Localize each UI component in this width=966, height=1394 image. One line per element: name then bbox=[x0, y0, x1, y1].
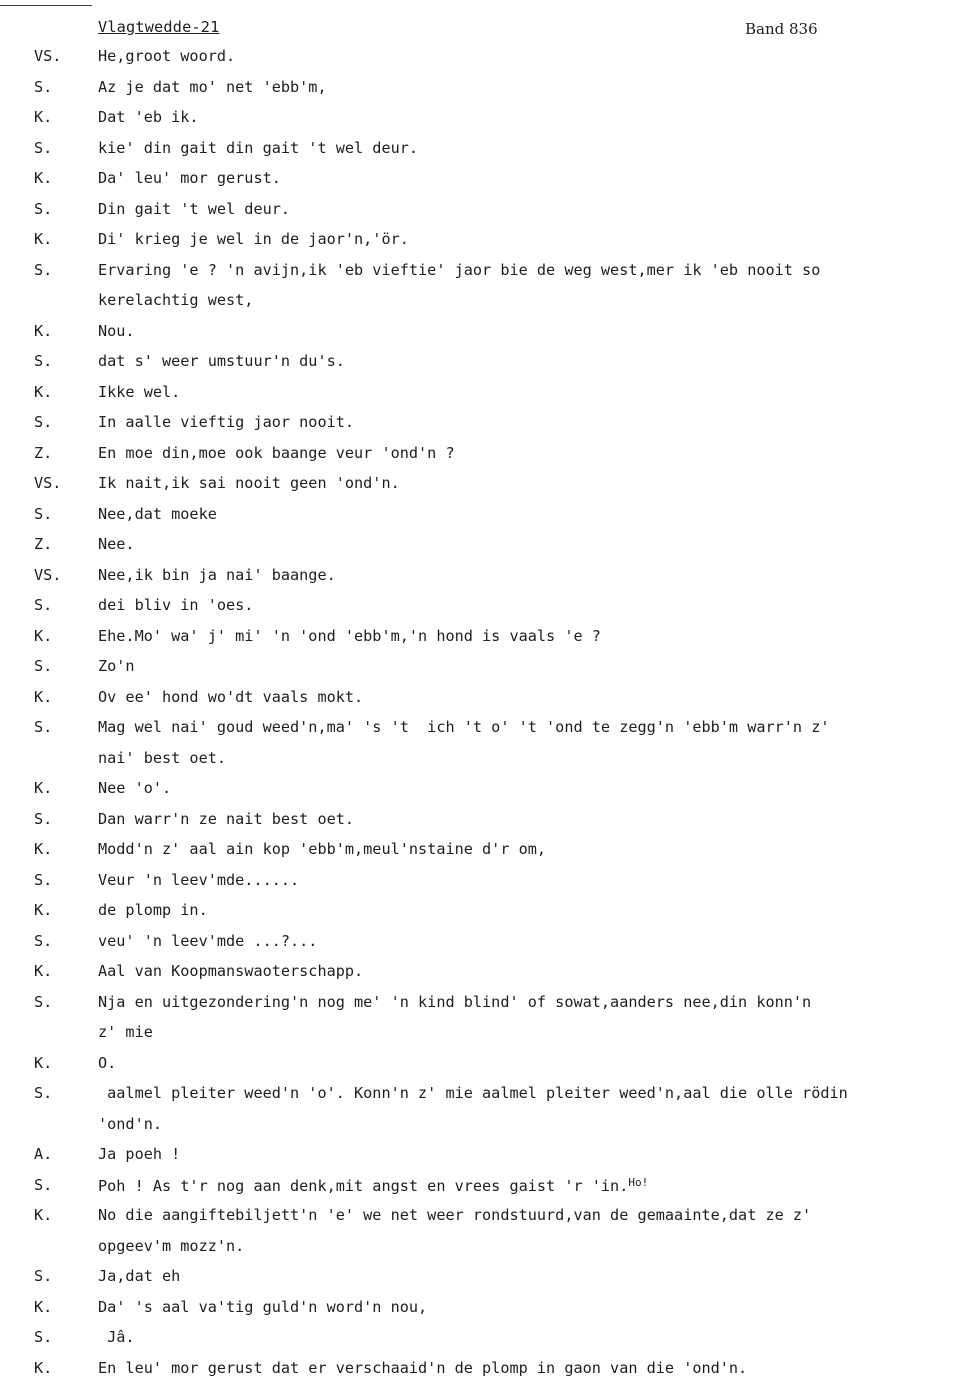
utterance-text: kerelachtig west, bbox=[98, 291, 254, 309]
document-title: Vlagtwedde-21 bbox=[98, 18, 220, 36]
speaker-label: K. bbox=[34, 901, 53, 919]
transcript-line bbox=[0, 444, 966, 475]
utterance-text: Nee. bbox=[98, 535, 135, 553]
utterance-text: Ehe.Mo' wa' j' mi' 'n 'ond 'ebb'm,'n hond is vaals 'e ? bbox=[98, 626, 601, 645]
speaker-label: VS. bbox=[34, 565, 62, 584]
transcript-line bbox=[0, 261, 966, 292]
utterance-text: veu' 'n leev'mde ...?... bbox=[98, 931, 318, 950]
transcript-line bbox=[0, 291, 966, 322]
utterance-text: Nee,ik bin ja nai' baange. bbox=[98, 565, 336, 584]
transcript-line bbox=[0, 413, 966, 444]
speaker-label: S. bbox=[34, 504, 53, 523]
transcript-line bbox=[0, 1084, 966, 1115]
utterance-text: Ik nait,ik sai nooit geen 'ond'n. bbox=[98, 474, 400, 492]
superscript-text: Ho! bbox=[628, 1175, 649, 1189]
transcript-line bbox=[0, 78, 966, 109]
utterance-text: aalmel pleiter weed'n 'o'. Konn'n z' mie aalmel pleiter weed'n,aal die olle rödin bbox=[98, 1084, 848, 1102]
utterance-text: Din gait 't wel deur. bbox=[98, 199, 291, 218]
top-rule bbox=[0, 5, 92, 6]
transcript-line bbox=[0, 352, 966, 383]
utterance-text: He,groot woord. bbox=[98, 47, 236, 65]
transcript-line bbox=[0, 1176, 966, 1207]
band-number: Band 836 bbox=[745, 20, 818, 38]
speaker-label: K. bbox=[34, 626, 53, 645]
speaker-label: S. bbox=[34, 657, 53, 675]
transcript-line bbox=[0, 779, 966, 810]
utterance-text: Dat 'eb ik. bbox=[98, 108, 199, 126]
transcript-line bbox=[0, 871, 966, 902]
transcript-line bbox=[0, 1359, 966, 1390]
transcript-line bbox=[0, 596, 966, 627]
speaker-label: K. bbox=[34, 382, 53, 401]
utterance-text: nai' best oet. bbox=[98, 748, 227, 767]
speaker-label: K. bbox=[34, 1053, 53, 1072]
speaker-label: S. bbox=[34, 1175, 53, 1194]
speaker-label: VS. bbox=[34, 474, 62, 492]
transcript-line bbox=[0, 505, 966, 536]
utterance-text: No die aangiftebiljett'n 'e' we net weer rondstuurd,van de gemaainte,dat ze z' bbox=[98, 1206, 812, 1224]
speaker-label: S. bbox=[34, 413, 53, 431]
speaker-label: K. bbox=[34, 962, 53, 980]
speaker-label: VS. bbox=[34, 47, 62, 65]
utterance-text: z' mie bbox=[98, 1023, 153, 1041]
speaker-label: Z. bbox=[34, 535, 53, 553]
transcript-line bbox=[0, 535, 966, 566]
speaker-label: S. bbox=[34, 718, 53, 736]
transcript-line bbox=[0, 901, 966, 932]
transcript-line bbox=[0, 1267, 966, 1298]
transcript-line bbox=[0, 718, 966, 749]
speaker-label: A. bbox=[34, 1145, 53, 1163]
speaker-label: Z. bbox=[34, 443, 53, 462]
transcript-line bbox=[0, 810, 966, 841]
transcript-line bbox=[0, 1298, 966, 1329]
utterance-text: Nee 'o'. bbox=[98, 779, 172, 797]
transcript-line bbox=[0, 1115, 966, 1146]
speaker-label: S. bbox=[34, 992, 53, 1011]
utterance-text: Nou. bbox=[98, 321, 135, 340]
utterance-text: Nee,dat moeke bbox=[98, 504, 217, 523]
speaker-label: S. bbox=[34, 596, 53, 614]
transcript-line bbox=[0, 1054, 966, 1085]
speaker-label: K. bbox=[34, 230, 53, 248]
speaker-label: S. bbox=[34, 809, 53, 828]
transcript-line bbox=[0, 139, 966, 170]
transcript-line bbox=[0, 993, 966, 1024]
utterance-text: de plomp in. bbox=[98, 901, 208, 919]
speaker-label: K. bbox=[34, 687, 53, 706]
utterance-text: dat s' weer umstuur'n du's. bbox=[98, 352, 345, 370]
utterance-text: O. bbox=[98, 1053, 117, 1072]
utterance-text: Mag wel nai' goud weed'n,ma' 's 't ich 't o' 't 'ond te zegg'n 'ebb'm warr'n z' bbox=[98, 718, 830, 736]
utterance-text: Da' leu' mor gerust. bbox=[98, 169, 281, 187]
transcript-line bbox=[0, 1145, 966, 1176]
speaker-label: S. bbox=[34, 1267, 53, 1285]
utterance-text: Zo'n bbox=[98, 657, 135, 675]
utterance-text: En leu' mor gerust dat er verschaaid'n de plomp in gaon van die 'ond'n. bbox=[98, 1358, 748, 1377]
speaker-label: K. bbox=[34, 169, 53, 187]
transcript-line bbox=[0, 1206, 966, 1237]
utterance-text: Da' 's aal va'tig guld'n word'n nou, bbox=[98, 1297, 428, 1316]
speaker-label: S. bbox=[34, 870, 53, 889]
transcript-line bbox=[0, 474, 966, 505]
utterance-text: Ja poeh ! bbox=[98, 1145, 181, 1163]
transcript-line bbox=[0, 169, 966, 200]
transcript-line bbox=[0, 1023, 966, 1054]
transcript-line bbox=[0, 47, 966, 78]
speaker-label: S. bbox=[34, 931, 53, 950]
speaker-label: S. bbox=[34, 352, 53, 370]
utterance-text: Modd'n z' aal ain kop 'ebb'm,meul'nstaine d'r om, bbox=[98, 840, 547, 858]
utterance-text: Di' krieg je wel in de jaor'n,'ör. bbox=[98, 230, 409, 248]
speaker-label: S. bbox=[34, 260, 53, 279]
speaker-label: S. bbox=[34, 199, 53, 218]
transcript-line bbox=[0, 962, 966, 993]
utterance-text: Dan warr'n ze nait best oet. bbox=[98, 809, 355, 828]
speaker-label: K. bbox=[34, 108, 53, 126]
speaker-label: K. bbox=[34, 1358, 53, 1377]
transcript-line bbox=[0, 383, 966, 414]
speaker-label: S. bbox=[34, 1084, 53, 1102]
utterance-text: dei bliv in 'oes. bbox=[98, 596, 254, 614]
transcript-line bbox=[0, 1328, 966, 1359]
utterance-text: Veur 'n leev'mde...... bbox=[98, 870, 300, 889]
transcript-line bbox=[0, 749, 966, 780]
speaker-label: K. bbox=[34, 1206, 53, 1224]
transcript-line bbox=[0, 840, 966, 871]
transcript-line bbox=[0, 627, 966, 658]
utterance-text: Az je dat mo' net 'ebb'm, bbox=[98, 77, 327, 96]
utterance-text: Ov ee' hond wo'dt vaals mokt. bbox=[98, 687, 364, 706]
utterance-text: Ikke wel. bbox=[98, 382, 181, 401]
speaker-label: S. bbox=[34, 77, 53, 96]
speaker-label: S. bbox=[34, 1328, 53, 1346]
speaker-label: K. bbox=[34, 1297, 53, 1316]
transcript bbox=[0, 47, 966, 1389]
utterance-text: Poh ! As t'r nog aan denk,mit angst en vrees gaist 'r 'in.$^{Ho!}$ bbox=[98, 1175, 649, 1195]
transcript-line bbox=[0, 1237, 966, 1268]
utterance-text: En moe din,moe ook baange veur 'ond'n ? bbox=[98, 443, 455, 462]
utterance-text: Aal van Koopmanswaoterschapp. bbox=[98, 962, 364, 980]
transcript-line bbox=[0, 108, 966, 139]
transcript-line bbox=[0, 932, 966, 963]
transcript-line bbox=[0, 322, 966, 353]
utterance-text: Ervaring 'e ? 'n avijn,ik 'eb vieftie' jaor bie de weg west,mer ik 'eb nooit so bbox=[98, 260, 821, 279]
transcript-line bbox=[0, 657, 966, 688]
speaker-label: K. bbox=[34, 840, 53, 858]
utterance-text: kie' din gait din gait 't wel deur. bbox=[98, 138, 419, 157]
speaker-label: K. bbox=[34, 779, 53, 797]
utterance-text: 'ond'n. bbox=[98, 1114, 163, 1133]
transcript-line bbox=[0, 566, 966, 597]
transcript-line bbox=[0, 200, 966, 231]
transcript-line bbox=[0, 688, 966, 719]
utterance-text: opgeev'm mozz'n. bbox=[98, 1236, 245, 1255]
utterance-text: In aalle vieftig jaor nooit. bbox=[98, 413, 355, 431]
speaker-label: S. bbox=[34, 138, 53, 157]
utterance-text: Ja,dat eh bbox=[98, 1267, 181, 1285]
utterance-text: Nja en uitgezondering'n nog me' 'n kind blind' of sowat,aanders nee,din konn'n bbox=[98, 992, 812, 1011]
transcript-line bbox=[0, 230, 966, 261]
utterance-text: Jâ. bbox=[98, 1328, 135, 1346]
speaker-label: K. bbox=[34, 321, 53, 340]
